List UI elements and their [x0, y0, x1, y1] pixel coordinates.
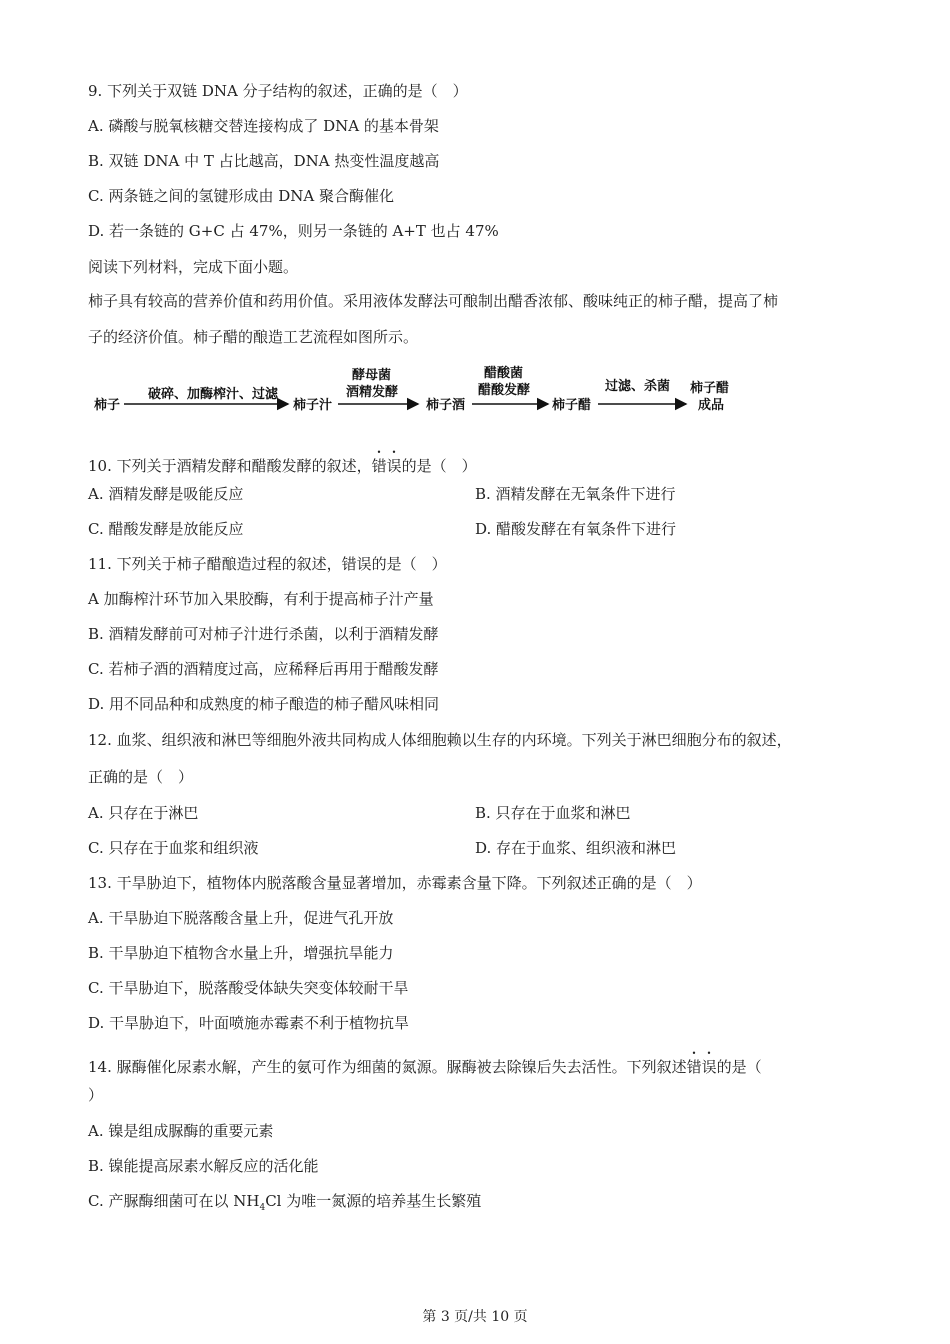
process-flow-diagram — [88, 364, 748, 426]
q14-option-c: C. 产脲酶细菌可在以 $NH_4Cl$ 为唯一氮源的培养基生长繁殖 — [88, 1192, 482, 1213]
flow-step-juice: 柿子汁 — [293, 398, 333, 413]
page-footer: 第 3 页/共 10 页 — [422, 1309, 528, 1325]
q13-option-a: A. 干旱胁迫下脱落酸含量上升，促进气孔开放 — [88, 909, 394, 927]
q14-stem-line-2: ） — [88, 1086, 104, 1104]
flow-arrow-2-bottom: 酒精发酵 — [346, 385, 399, 400]
q13-option-c: C. 干旱胁迫下，脱落酸受体缺失突变体较耐干旱 — [88, 979, 409, 997]
q11-stem: 11. 下列关于柿子醋酿造过程的叙述，错误的是（ ） — [88, 555, 447, 573]
material-paragraph-2: 子的经济价值。柿子醋的酿造工艺流程如图所示。 — [88, 328, 419, 346]
q11-option-a: A 加酶榨汁环节加入果胶酶，有利于提高柿子汁产量 — [88, 590, 434, 608]
flow-arrow-2-top: 酵母菌 — [352, 368, 392, 383]
q14-emphasis: 错误 — [686, 1058, 717, 1076]
q9-option-a: A. 磷酸与脱氧核糖交替连接构成了 DNA 的基本骨架 — [88, 117, 439, 135]
flow-arrow-4-label: 过滤、杀菌 — [605, 379, 671, 394]
flow-step-wine: 柿子酒 — [426, 398, 466, 413]
q13-stem: 13. 干旱胁迫下，植物体内脱落酸含量显著增加，赤霉素含量下降。下列叙述正确的是（ ） — [88, 874, 702, 892]
q12-option-b: B. 只存在于血浆和淋巴 — [475, 804, 631, 822]
q14-option-a: A. 镍是组成脲酶的重要元素 — [88, 1122, 274, 1140]
flow-arrow-1-label: 破碎、加酶榨汁、过滤 — [148, 387, 279, 402]
q11-option-d: D. 用不同品种和成熟度的柿子酿造的柿子醋风味相同 — [88, 695, 440, 713]
q13-option-d: D. 干旱胁迫下，叶面喷施赤霉素不利于植物抗旱 — [88, 1014, 410, 1032]
q9-stem: 9. 下列关于双链 DNA 分子结构的叙述，正确的是（ ） — [88, 82, 468, 100]
q12-option-c: C. 只存在于血浆和组织液 — [88, 839, 259, 857]
q10-stem: 10. 下列关于酒精发酵和醋酸发酵的叙述，错误的是（ ） — [88, 457, 477, 475]
flow-arrow-3-bottom: 醋酸发酵 — [478, 383, 531, 398]
q14-option-b: B. 镍能提高尿素水解反应的活化能 — [88, 1157, 319, 1175]
flow-step-product-top: 柿子醋 — [690, 381, 730, 396]
q11-option-b: B. 酒精发酵前可对柿子汁进行杀菌，以利于酒精发酵 — [88, 625, 439, 643]
q9-option-d: D. 若一条链的 G+C 占 47%，则另一条链的 A+T 也占 47% — [88, 222, 499, 240]
q10-option-d: D. 醋酸发酵在有氧条件下进行 — [475, 520, 677, 538]
flow-step-persimmon: 柿子 — [94, 398, 121, 413]
q13-option-b: B. 干旱胁迫下植物含水量上升，增强抗旱能力 — [88, 944, 394, 962]
q11-option-c: C. 若柿子酒的酒精度过高，应稀释后再用于醋酸发酵 — [88, 660, 439, 678]
material-paragraph-1: 柿子具有较高的营养价值和药用价值。采用液体发酵法可酿制出醋香浓郁、酸味纯正的柿子醋，提高了柿 — [88, 292, 779, 310]
q10-option-c: C. 醋酸发酵是放能反应 — [88, 520, 244, 538]
q12-option-a: A. 只存在于淋巴 — [88, 804, 199, 822]
q12-option-d: D. 存在于血浆、组织液和淋巴 — [475, 839, 677, 857]
q10-option-a: A. 酒精发酵是吸能反应 — [88, 485, 244, 503]
flow-arrow-3-top: 醋酸菌 — [484, 366, 524, 381]
q10-option-b: B. 酒精发酵在无氧条件下进行 — [475, 485, 676, 503]
q14-stem-line-1: 14. 脲酶催化尿素水解，产生的氨可作为细菌的氮源。脲酶被去除镍后失去活性。下列叙述错误的是（ — [88, 1058, 762, 1076]
q12-stem-line-2: 正确的是（ ） — [88, 768, 194, 786]
q9-option-c: C. 两条链之间的氢键形成由 DNA 聚合酶催化 — [88, 187, 395, 205]
flow-step-product-bottom: 成品 — [698, 398, 725, 413]
q9-option-b: B. 双链 DNA 中 T 占比越高，DNA 热变性温度越高 — [88, 152, 440, 170]
material-intro: 阅读下列材料，完成下面小题。 — [88, 258, 299, 276]
flow-step-vinegar: 柿子醋 — [552, 398, 592, 413]
q12-stem-line-1: 12. 血浆、组织液和淋巴等细胞外液共同构成人体细胞赖以生存的内环境。下列关于淋巴细胞分布的叙述， — [88, 731, 792, 749]
q10-emphasis: 错误 — [371, 457, 402, 475]
